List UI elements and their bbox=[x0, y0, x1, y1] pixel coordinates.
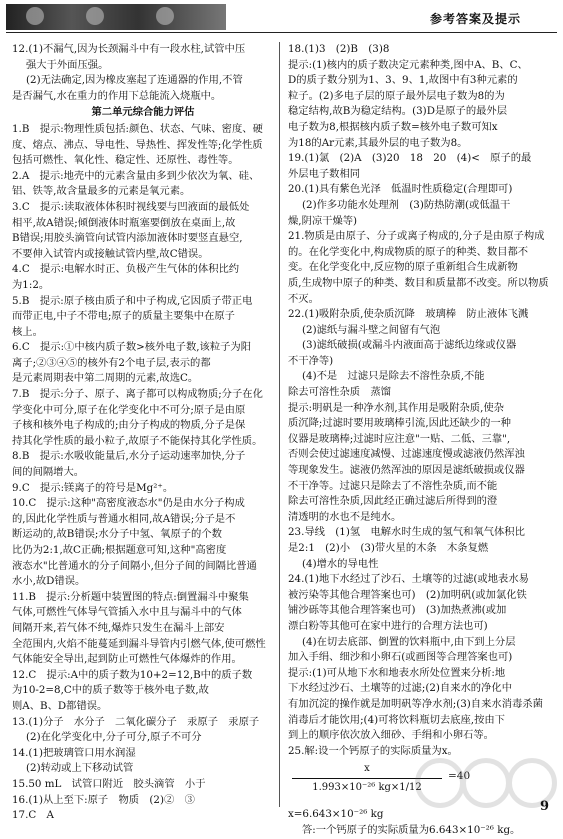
decor-icon bbox=[156, 7, 174, 25]
text-line: 不要伸入试管内或接触试管内壁,故C错误。 bbox=[12, 247, 209, 260]
equation-result: =40 bbox=[448, 770, 471, 783]
text-line: 1.B 提示:物理性质包括:颜色、状态、气味、密度、硬 bbox=[12, 122, 263, 135]
text-line: 是元素周期表中第二周期的元素,故选C。 bbox=[12, 372, 199, 385]
text-line: (2)作多功能水处理剂 (3)防热防潮(或低温干 bbox=[302, 198, 511, 211]
text-line: 7.B 提示:分子、原子、离子都可以构成物质;分子在化 bbox=[12, 388, 263, 401]
text-line: 21.物质是由原子、分子或离子构成的,分子是由原子构成 bbox=[288, 230, 545, 243]
decor-icon bbox=[26, 7, 44, 25]
text-line: 间的间隔增大。 bbox=[12, 466, 85, 479]
right-column-text bbox=[288, 42, 552, 759]
text-line: 加入手绢、细沙和小卵石(或画图等合理答案也可) bbox=[288, 651, 513, 664]
text-line: 提示:明矾是一种净水剂,其作用是吸附杂质,使杂 bbox=[288, 401, 504, 414]
text-line: 水小,故D错误。 bbox=[12, 575, 86, 588]
text-line: 学变化中可分,原子在化学变化中不可分;原子是由原 bbox=[12, 403, 246, 416]
text-line: 有加沉淀的操作就是加明矾等净水剂;(3)自来水消毒杀菌 bbox=[288, 697, 543, 710]
text-line: 16.(1)从上至下:原子 物质 (2)② ③ bbox=[12, 793, 195, 806]
text-line: 4.C 提示:电解水时正、负极产生气体的体积比约 bbox=[12, 263, 240, 276]
section-heading: 第二单元综合能力评估 bbox=[91, 106, 195, 119]
text-line: x=6.643×10⁻²⁶ kg bbox=[288, 808, 384, 821]
text-line: 14.(1)把玻璃管口用水润湿 bbox=[12, 746, 136, 759]
text-line: (2)在化学变化中,分子可分,原子不可分 bbox=[26, 731, 202, 744]
text-line: 22.(1)吸附杂质,使杂质沉降 玻璃棒 防止液体飞溅 bbox=[288, 308, 529, 321]
text-line: (4)在切去底部、倒置的饮料瓶中,由下到上分层 bbox=[302, 635, 516, 648]
text-line: 质,生成物中原子的种类、数目和质量都不改变。所以物质 bbox=[288, 276, 549, 289]
text-line: 气体,可燃性气体导气管插入水中且与漏斗中的气体 bbox=[12, 606, 242, 619]
text-line: 电子数为8,根据核内质子数=核外电子数可知x bbox=[288, 120, 498, 133]
text-line: 包括可燃性、氧化性、稳定性、还原性、毒性等。 bbox=[12, 154, 239, 167]
text-line: 持其化学性质的最小粒子,故原子不能保持其化学性质。 bbox=[12, 434, 263, 447]
text-line: 10.C 提示:这种"高密度液态水"仍是由水分子构成 bbox=[12, 497, 245, 510]
text-line: 2.A 提示:地壳中的元素含量由多到少依次为氧、硅、 bbox=[12, 169, 260, 182]
text-line: 为18的Ar元素,其最外层的电子数为8。 bbox=[288, 136, 468, 149]
answer-lines bbox=[288, 807, 552, 838]
text-line: 提示:(1)可从地下水和地表水所处位置来分析:地 bbox=[288, 666, 506, 679]
text-line: (2)无法确定,因为橡皮塞起了连通器的作用,不管 bbox=[26, 74, 243, 87]
text-line: 变。在化学变化中,反应物的原子重新组合生成新物 bbox=[288, 261, 518, 274]
text-line: 否则会使过滤速度减慢、过滤速度慢或滤液仍然浑浊 bbox=[288, 448, 525, 461]
text-line: 铺沙砾等其他合理答案也可) (3)加热煮沸(或加 bbox=[288, 604, 507, 617]
text-line: 15.50 mL 试管口附近 胶头滴管 小于 bbox=[12, 777, 206, 790]
text-line: 13.(1)分子 水分子 二氧化碳分子 汞原子 汞原子 bbox=[12, 715, 260, 728]
text-line: 答:一个钙原子的实际质量为6.643×10⁻²⁶ kg。 bbox=[302, 823, 521, 836]
text-line: (4)不是 过滤只是除去不溶性杂质,不能 bbox=[302, 370, 485, 383]
page-number: 9 bbox=[539, 799, 549, 814]
header-banner-image bbox=[6, 4, 226, 30]
page-header bbox=[0, 0, 563, 34]
text-line: (2)滤纸与漏斗壁之间留有气泡 bbox=[302, 323, 441, 336]
text-line: 3.C 提示:读取液体体积时视线要与凹液面的最低处 bbox=[12, 200, 250, 213]
text-line: 等现象发生。滤液仍然浑浊的原因是滤纸破损或仪器 bbox=[288, 464, 525, 477]
text-line: 除去可溶性杂质 蒸馏 bbox=[288, 386, 391, 399]
text-line: 为1:2。 bbox=[12, 278, 50, 291]
text-line: 间隔开来,若气体不纯,爆炸只发生在漏斗上部安 bbox=[12, 621, 225, 634]
text-line: (3)滤纸破损(或漏斗内液面高于滤纸边缘或仪器 bbox=[302, 339, 517, 352]
left-column bbox=[12, 42, 274, 824]
text-line: 度、熔点、沸点、导电性、导热性、挥发性等;化学性质 bbox=[12, 138, 263, 151]
text-line: D的质子数分别为1、3、9、1,故图中有3种元素的 bbox=[288, 74, 518, 87]
fraction-numerator: x bbox=[292, 761, 442, 779]
text-line: 提示:(1)核内的质子数决定元素种类,图中A、B、C、 bbox=[288, 58, 528, 71]
text-line: 断运动的,故B错误;水分子中氢、氧原子的个数 bbox=[12, 528, 222, 541]
text-line: 被污染等其他合理答案也可) (2)加明矾(或加氯化铁 bbox=[288, 588, 527, 601]
header-title: 参考答案及提示 bbox=[429, 12, 521, 26]
text-line: 液态水"比普通水的分子间隔小,但分子间的间隔比普通 bbox=[12, 559, 257, 572]
text-line: 漂白粉等其他可在家中进行的合理方法也可) bbox=[288, 619, 488, 632]
text-line: 清透明的水也不是纯水。 bbox=[288, 510, 402, 523]
text-line: 外层电子数相同 bbox=[288, 167, 361, 180]
text-line: 11.B 提示:分析题中装置图的特点:倒置漏斗中聚集 bbox=[12, 590, 249, 603]
text-line: 离子;②③④⑤的核外有2个电子层,表示的都 bbox=[12, 356, 211, 369]
text-line: 17.C A bbox=[12, 809, 54, 822]
text-line: 25.解:设一个钙原子的实际质量为x。 bbox=[288, 744, 458, 757]
text-line: 12.(1)不漏气,因为长颈漏斗中有一段水柱,试管中压 bbox=[12, 43, 246, 55]
text-line: 为10-2=8,C中的质子数等于核外电子数,故 bbox=[12, 684, 209, 697]
text-line: 的。在化学变化中,构成物质的原子的种类、数目都不 bbox=[288, 245, 529, 258]
fraction-denominator: 1.993×10⁻²⁶ kg×1/12 bbox=[312, 781, 422, 793]
text-line: 20.(1)具有紫色光泽 低温时性质稳定(合理即可) bbox=[288, 183, 513, 196]
text-line: 的,因此化学性质与普通水相同,故A错误;分子是不 bbox=[12, 512, 236, 525]
text-line: 是否漏气,水在重力的作用下总能流入烧瓶中。 bbox=[12, 89, 222, 102]
decor-icon bbox=[86, 7, 104, 25]
text-line: 19.(1)氯 (2)A (3)20 18 20 (4)< 原子的最 bbox=[288, 152, 532, 165]
text-line: B错误;用胶头滴管向试管内添加液体时要竖直悬空, bbox=[12, 232, 243, 245]
text-line: 而带正电,中子不带电;原子的质量主要集中在原子 bbox=[12, 310, 235, 323]
text-line: 18.(1)3 (2)B (3)8 bbox=[288, 43, 390, 55]
text-line: 不干净等) bbox=[288, 354, 334, 367]
text-line: 消毒后才能饮用;(4)可将饮料瓶切去底座,按由下 bbox=[288, 713, 505, 726]
text-line: 铝、铁等,故含量最多的元素是氧元素。 bbox=[12, 185, 191, 198]
text-line: (4)增水的导电性 bbox=[302, 557, 379, 570]
text-line: 6.C 提示:①中核内质子数>核外电子数,该粒子为阳 bbox=[12, 341, 252, 354]
text-line: 则A、B、D都错误。 bbox=[12, 699, 108, 712]
text-line: 子核和核外电子构成的;由分子构成的物质,分子是保 bbox=[12, 419, 246, 432]
text-line: 不干净等。过滤只是除去了不溶性杂质,而不能 bbox=[288, 479, 498, 492]
text-line: 比仍为2:1,故C正确;根据题意可知,这种"高密度 bbox=[12, 544, 227, 556]
watermark-logo bbox=[415, 754, 545, 810]
text-line: 燥,阴凉干燥等) bbox=[288, 214, 358, 227]
text-line: 不灭。 bbox=[288, 292, 319, 305]
text-line: 到上的顺序依次放入细砂、手绢和小卵石等。 bbox=[288, 729, 494, 742]
text-line: 全范围内,火焰不能蔓延到漏斗导管内引燃气体,使可燃性 bbox=[12, 637, 266, 650]
header-rule bbox=[6, 32, 557, 33]
text-line: 12.C 提示:A中的质子数为10+2=12,B中的质子数 bbox=[12, 668, 253, 681]
right-column bbox=[288, 42, 552, 839]
text-line: 粒子。(2)多电子层的原子最外层电子数为8的为 bbox=[288, 89, 505, 102]
text-line: 稳定结构,故B为稳定结构。(3)D是原子的最外层 bbox=[288, 105, 508, 118]
text-line: 是2:1 (2)小 (3)带火星的木条 木条复燃 bbox=[288, 542, 489, 554]
text-line: 相平,故A错误;倾倒液体时瓶塞要倒放在桌面上,故 bbox=[12, 216, 236, 229]
text-line: 气体能安全导出,起到防止可燃性气体爆炸的作用。 bbox=[12, 653, 242, 666]
text-line: 9.C 提示:镁离子的符号是Mg²⁺。 bbox=[12, 481, 174, 494]
text-line: 仪器是玻璃棒;过滤时应注意"一贴、二低、三靠", bbox=[288, 432, 511, 445]
text-line: 除去可溶性杂质,因此经正确过滤后所得到的澄 bbox=[288, 495, 498, 508]
text-line: 24.(1)地下水经过了沙石、土壤等的过滤(或地表水易 bbox=[288, 573, 529, 586]
text-line: 5.B 提示:原子核由质子和中子构成,它因质子带正电 bbox=[12, 294, 253, 307]
column-divider bbox=[279, 42, 280, 807]
text-line: 8.B 提示:水吸收能量后,水分子运动速率加快,分子 bbox=[12, 450, 246, 463]
text-line: 下水经过沙石、土壤等的过滤;(2)自来水的净化中 bbox=[288, 682, 512, 695]
text-line: 质沉降;过滤时要用玻璃棒引流,因此还缺少的一种 bbox=[288, 417, 511, 430]
text-line: 23.导线 (1)氢 电解水时生成的氢气和氧气体积比 bbox=[288, 526, 525, 539]
text-line: (2)转动或上下移动试管 bbox=[26, 762, 134, 775]
text-line: 核上。 bbox=[12, 325, 43, 338]
text-line: 强大于外面压强。 bbox=[26, 58, 109, 71]
